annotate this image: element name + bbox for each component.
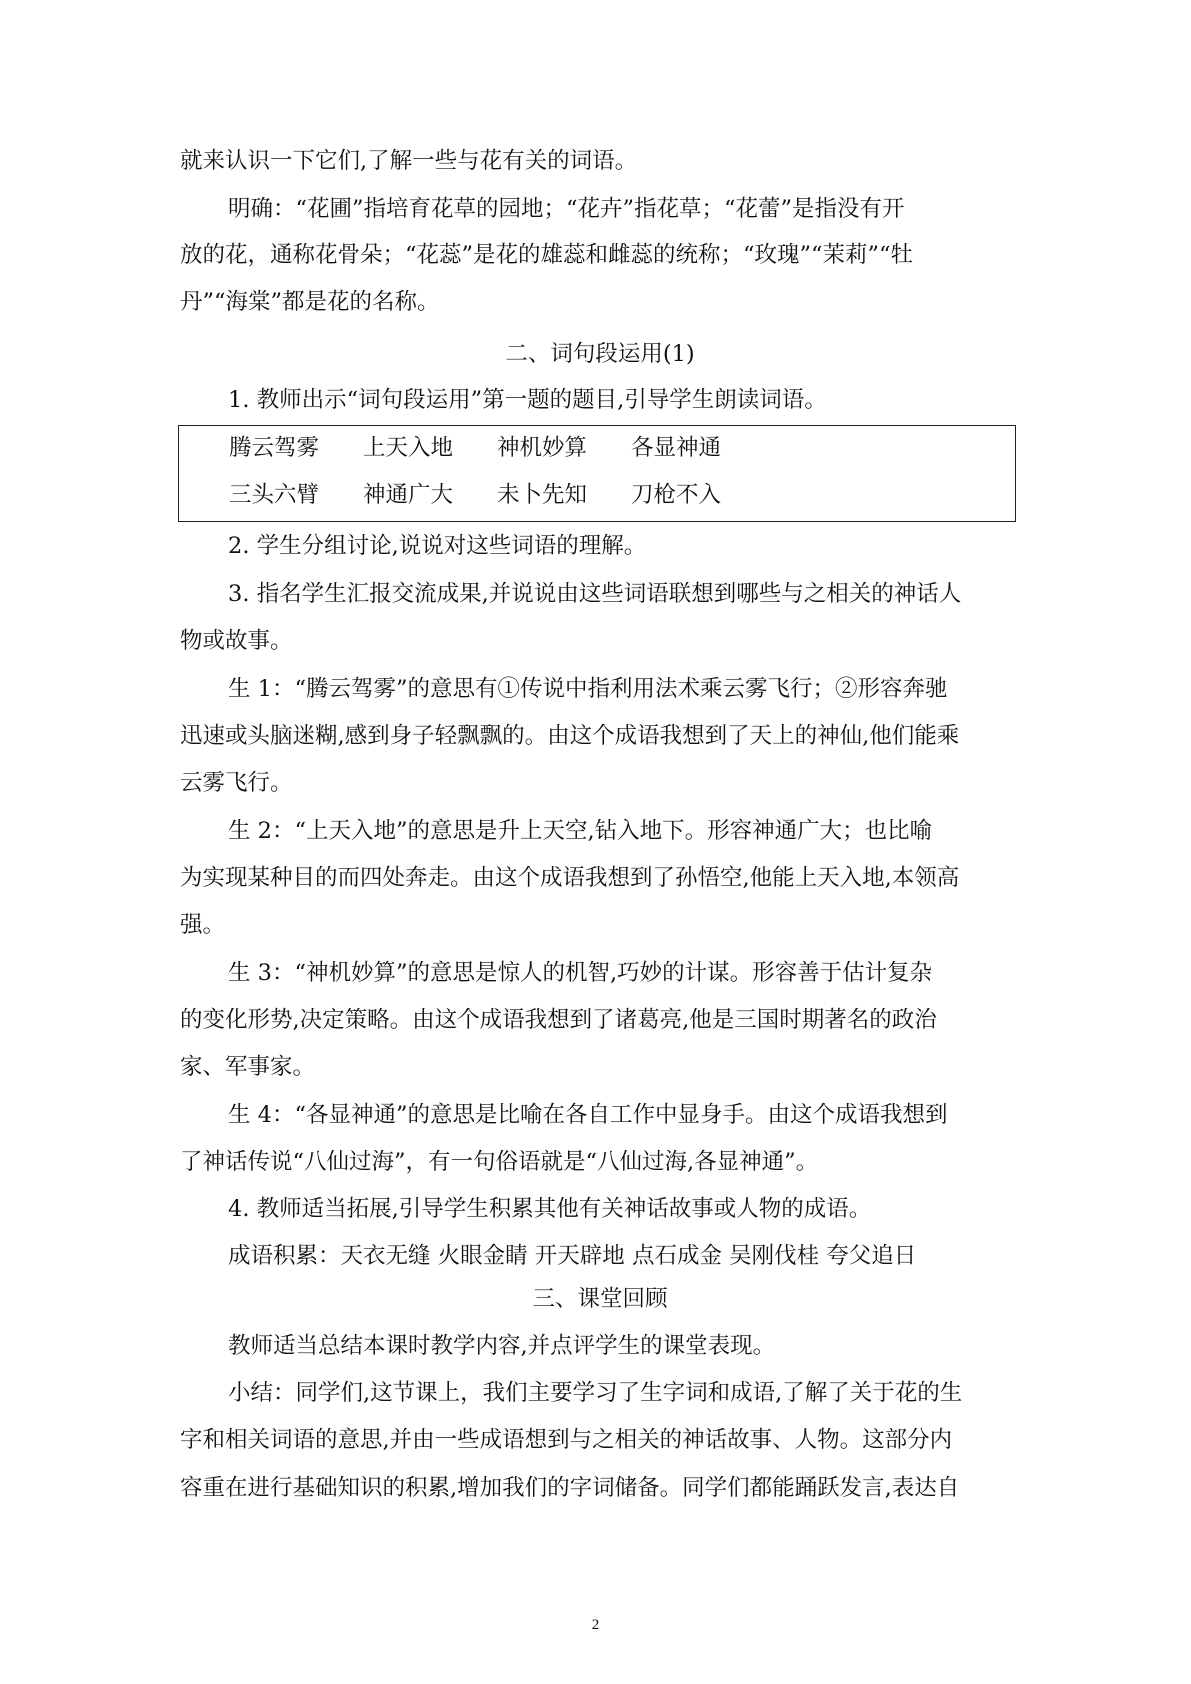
section-heading: 二、词句段运用(1) (505, 341, 695, 367)
text-line: 了神话传说“八仙过海”，有一句俗语就是“八仙过海,各显神通”。 (180, 1149, 819, 1175)
vocabulary-word: 三头六臂 (229, 482, 320, 508)
text-line: 丹”“海棠”都是花的名称。 (180, 289, 440, 315)
vocabulary-row (229, 433, 765, 463)
text-line: 强。 (180, 912, 226, 938)
text-line: 的变化形势,决定策略。由这个成语我想到了诸葛亮,他是三国时期著名的政治 (180, 1007, 937, 1033)
text-line: 就来认识一下它们,了解一些与花有关的词语。 (180, 148, 638, 174)
text-line: 生 3：“神机妙算”的意思是惊人的机智,巧妙的计谋。形容善于估计复杂 (228, 960, 933, 986)
vocabulary-word: 神机妙算 (497, 435, 588, 461)
text-line: 家、军事家。 (180, 1054, 316, 1080)
text-line: 成语积累：天衣无缝 火眼金睛 开天辟地 点石成金 吴刚伐桂 夸父追日 (228, 1243, 917, 1269)
vocabulary-word: 腾云驾雾 (229, 435, 320, 461)
text-line: 4. 教师适当拓展,引导学生积累其他有关神话故事或人物的成语。 (228, 1196, 872, 1222)
text-line: 生 2：“上天入地”的意思是升上天空,钻入地下。形容神通广大；也比喻 (228, 818, 933, 844)
text-line: 放的花，通称花骨朵；“花蕊”是花的雄蕊和雌蕊的统称；“玫瑰”“茉莉”“牡 (180, 242, 914, 268)
vocabulary-word: 神通广大 (363, 482, 454, 508)
text-line: 容重在进行基础知识的积累,增加我们的字词储备。同学们都能踊跃发言,表达自 (180, 1475, 960, 1501)
text-line: 小结：同学们,这节课上，我们主要学习了生字词和成语,了解了关于花的生 (228, 1380, 963, 1406)
text-line: 字和相关词语的意思,并由一些成语想到与之相关的神话故事、人物。这部分内 (180, 1427, 953, 1453)
vocabulary-row (229, 480, 765, 510)
text-line: 1. 教师出示“词句段运用”第一题的题目,引导学生朗读词语。 (228, 387, 827, 413)
text-line: 明确：“花圃”指培育花草的园地；“花卉”指花草；“花蕾”是指没有开 (228, 196, 905, 222)
vocabulary-box (178, 425, 1016, 522)
text-line: 为实现某种目的而四处奔走。由这个成语我想到了孙悟空,他能上天入地,本领高 (180, 865, 960, 891)
page-number: 2 (591, 1617, 600, 1633)
vocabulary-word: 各显神通 (631, 435, 722, 461)
text-line: 2. 学生分组讨论,说说对这些词语的理解。 (228, 533, 647, 559)
text-line: 生 1：“腾云驾雾”的意思有①传说中指利用法术乘云雾飞行；②形容奔驰 (228, 676, 948, 702)
text-line: 教师适当总结本课时教学内容,并点评学生的课堂表现。 (228, 1333, 776, 1359)
text-line: 生 4：“各显神通”的意思是比喻在各自工作中显身手。由这个成语我想到 (228, 1102, 948, 1128)
text-line: 迅速或头脑迷糊,感到身子轻飘飘的。由这个成语我想到了天上的神仙,他们能乘 (180, 723, 960, 749)
text-line: 物或故事。 (180, 628, 293, 654)
vocabulary-word: 刀枪不入 (631, 482, 722, 508)
text-line: 云雾飞行。 (180, 770, 293, 796)
vocabulary-word: 未卜先知 (497, 482, 588, 508)
text-line: 3. 指名学生汇报交流成果,并说说由这些词语联想到哪些与之相关的神话人 (228, 581, 962, 607)
vocabulary-word: 上天入地 (363, 435, 454, 461)
section-heading: 三、课堂回顾 (532, 1286, 668, 1312)
